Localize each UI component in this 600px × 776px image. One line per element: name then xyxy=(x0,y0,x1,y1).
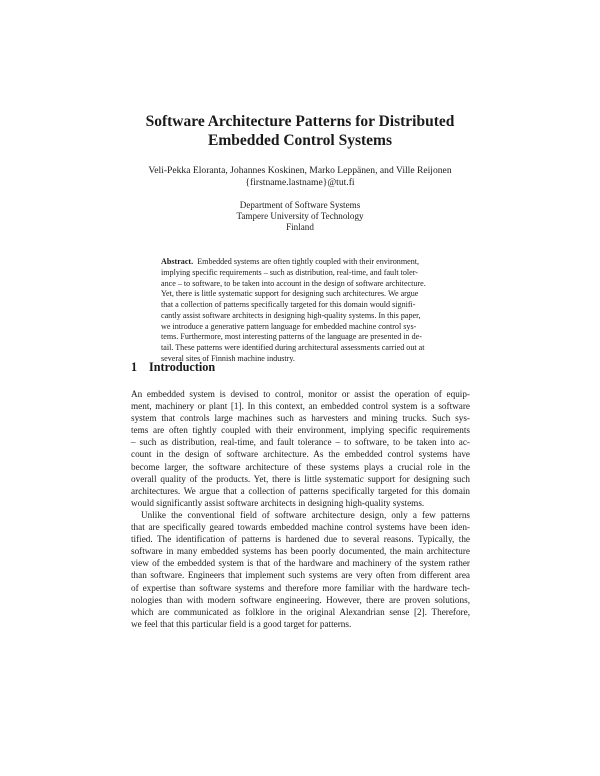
body-line: that are specifically geared towards embedded machine control systems have been iden- xyxy=(131,522,470,533)
affiliation-country: Finland xyxy=(286,222,314,233)
body-line: of expertise than software systems and therefore more familiar with the hardware tech- xyxy=(131,582,470,593)
title-line: Embedded Control Systems xyxy=(207,132,392,149)
abstract-line: several sites of Finnish machine industry. xyxy=(161,353,295,363)
body-line: tems are often tightly coupled with their environment, implying specific requirements xyxy=(131,425,470,436)
affiliation-department: Department of Software Systems xyxy=(239,200,361,210)
body-line: An embedded system is devised to control, monitor or assist the operation of equip- xyxy=(131,389,470,399)
body-line: nologies than with modern software engineering. However, there are proven solutions, xyxy=(131,594,470,605)
body-line: we feel that this particular field is a good target for patterns. xyxy=(131,618,352,629)
abstract-line xyxy=(161,257,441,268)
author-block xyxy=(0,165,600,189)
abstract-line: tail. These patterns were identified during architectural assessments carried out at xyxy=(161,343,425,352)
body-line: would significantly assist software architects in designing high-quality systems. xyxy=(131,497,425,508)
abstract-line: that a collection of patterns specifically targeted for this domain would signifi- xyxy=(161,300,416,309)
abstract-line: implying specific requirements – such as distribution, real-time, and fault toler- xyxy=(161,267,418,277)
body-line: than software. Engineers that implement such systems are very often from different area xyxy=(131,570,470,581)
body-line: tified. The identification of patterns is hardened due to several reasons. Typically, the xyxy=(131,534,470,545)
abstract xyxy=(161,257,441,365)
author-email: {firstname.lastname}@tut.fi xyxy=(245,177,355,188)
body-line: overall quality of the products. Yet, there is little systematic support for designing such xyxy=(131,473,470,484)
section-number: 1 xyxy=(131,360,138,374)
affiliation-block xyxy=(0,200,600,234)
body-line: Unlike the conventional field of software architecture design, only a few patterns xyxy=(141,509,470,520)
body-line: architectures. We argue that a collection of patterns specifically targeted for this domain xyxy=(131,485,470,496)
body-line: ment, machinery or plant [1]. In this context, an embedded control system is a software xyxy=(131,401,470,412)
abstract-line: ance – to software, to be taken into account in the design of software architecture. xyxy=(161,278,426,288)
section-title: Introduction xyxy=(149,360,216,374)
affiliation-university: Tampere University of Technology xyxy=(236,211,364,222)
body-text xyxy=(131,388,470,630)
body-line: count in the design of software architecture. As the embedded control systems have xyxy=(131,449,470,460)
author-names: Veli-Pekka Eloranta, Johannes Koskinen, Marko Leppänen, and Ville Reijonen xyxy=(148,165,452,176)
body-line: which are communicated as folklore in the original Alexandrian sense [2]. Therefore, xyxy=(131,606,470,617)
abstract-label: Abstract. xyxy=(161,257,194,266)
abstract-line-text: Embedded systems are often tightly coupled with their environment, xyxy=(197,257,420,266)
abstract-line: Yet, there is little systematic support for designing such architectures. We argue xyxy=(161,289,419,299)
body-line: software in many embedded systems has been poorly documented, the main architecture xyxy=(131,546,470,557)
body-line: – such as distribution, real-time, and fault tolerance – to software, to be taken into ac- xyxy=(131,437,470,448)
abstract-line: cantly assist software architects in designing high-quality systems. In this paper, xyxy=(161,310,421,320)
body-line: system that controls large machines such as harvesters and mining trucks. Such sys- xyxy=(131,413,470,424)
section-heading xyxy=(131,360,215,375)
body-line: view of the embedded system is that of the hardware and machinery of the system rather xyxy=(131,558,470,569)
abstract-line: we introduce a generative pattern language for embedded machine control sys- xyxy=(161,321,417,331)
title-line: Software Architecture Patterns for Distributed xyxy=(145,113,455,130)
body-line: become larger, the software architecture of these systems plays a crucial role in the xyxy=(131,461,470,472)
abstract-line: tems. Furthermore, most interesting patterns of the language are presented in de- xyxy=(161,332,422,342)
paper-title xyxy=(0,112,600,150)
